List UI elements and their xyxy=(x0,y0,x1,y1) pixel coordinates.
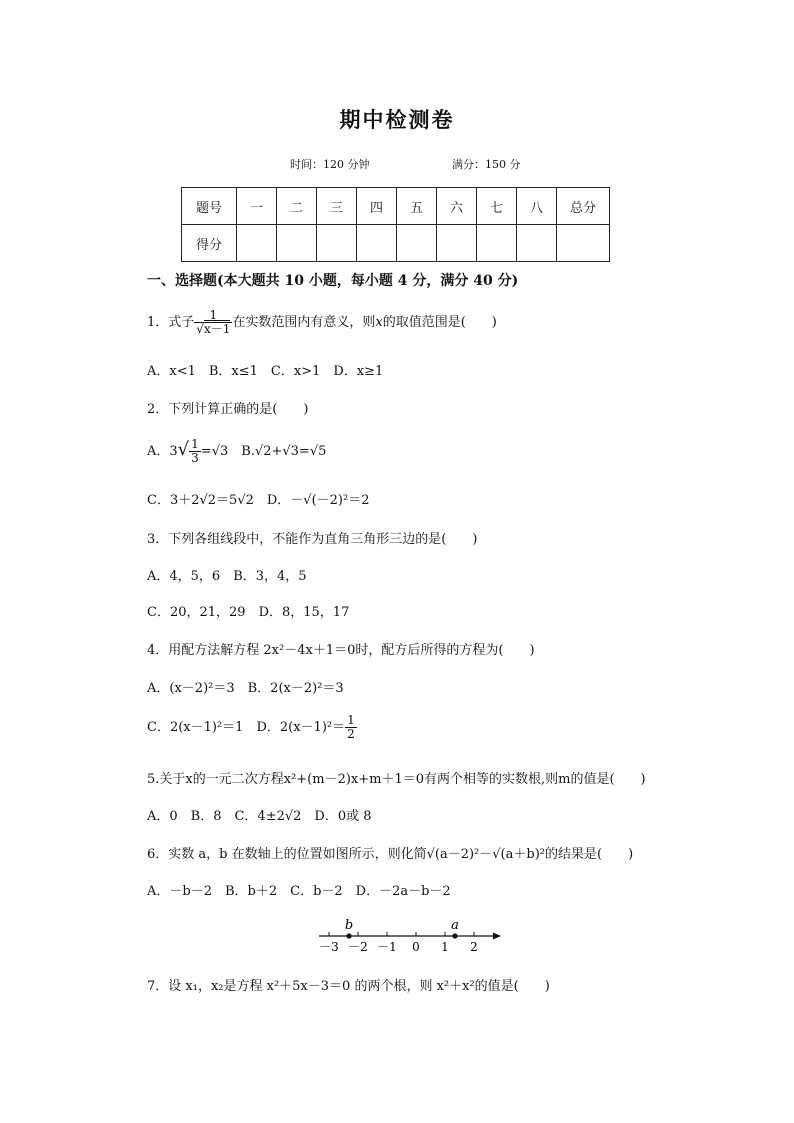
q2-stem: 2．下列计算正确的是( xyxy=(147,402,278,417)
q7-close: ) xyxy=(544,979,550,994)
q1-frac-den: x－1 xyxy=(203,322,231,337)
q2-close: ) xyxy=(303,402,309,417)
q4-stem: 4．用配方法解方程 2x²－4x＋1＝0时，配方后所得的方程为( xyxy=(147,643,504,658)
question-6 xyxy=(147,843,633,862)
q2-optA-pre: A．3 xyxy=(147,444,178,460)
q5-stem: 5.关于x的一元二次方程x²+(m－2)x+m＋1＝0有两个相等的实数根,则m的值是( xyxy=(147,772,615,787)
point-a-label: a xyxy=(451,918,459,933)
score-table-score-row xyxy=(182,225,610,262)
score-input-cell[interactable] xyxy=(237,225,277,262)
q3-options-1: A．4，5，6 B．3，4，5 xyxy=(147,569,307,584)
score-table xyxy=(181,187,610,262)
section-heading: 一、选择题(本大题共 10 小题，每小题 4 分，满分 40 分) xyxy=(147,273,519,289)
table-cell: 八 xyxy=(517,188,557,225)
question-7 xyxy=(147,975,550,994)
table-cell: 三 xyxy=(317,188,357,225)
full-score-info: 满分：150 分 xyxy=(452,158,521,171)
q6-close: ) xyxy=(628,847,634,862)
q4-options-2 xyxy=(147,714,357,741)
q1-fraction xyxy=(194,309,232,336)
q4-frac-num: 1 xyxy=(347,713,355,727)
question-3 xyxy=(147,528,477,547)
page-title: 期中检测卷 xyxy=(339,107,455,132)
q1-var: x xyxy=(375,315,383,331)
q6-stem: 6．实数 a，b 在数轴上的位置如图所示，则化简√(a－2)²－√(a＋b)²的结果是( xyxy=(147,847,603,862)
q2-optA-den: 3 xyxy=(191,451,199,466)
score-input-cell[interactable] xyxy=(357,225,397,262)
point-b-label: b xyxy=(344,918,354,933)
q1-options: A．x<1 B．x≤1 C．x>1 D．x≥1 xyxy=(147,364,384,379)
score-input-cell[interactable] xyxy=(437,225,477,262)
radical-icon: √ xyxy=(177,439,190,461)
q4-close: ) xyxy=(529,643,535,658)
q3-stem: 3．下列各组线段中，不能作为直角三角形三边的是( xyxy=(147,532,447,547)
q3-options-2: C．20，21，29 D．8，15，17 xyxy=(147,605,350,620)
point-a-dot xyxy=(452,933,457,938)
table-cell: 得分 xyxy=(182,225,237,262)
question-1 xyxy=(147,309,497,336)
score-input-cell[interactable] xyxy=(477,225,517,262)
q1-prefix: 1．式子 xyxy=(147,315,195,331)
q1-suffix-a: 在实数范围内有意义，则 xyxy=(232,315,376,331)
tick-label: －1 xyxy=(377,940,397,954)
tick-label: －2 xyxy=(348,940,368,954)
q4-options-1: A．(x－2)²＝3 B．2(x－2)²＝3 xyxy=(147,681,344,696)
score-input-cell[interactable] xyxy=(397,225,437,262)
q1-frac-den-wrap: √x－1 xyxy=(196,322,231,337)
table-cell: 题号 xyxy=(182,188,237,225)
question-4 xyxy=(147,639,535,658)
table-cell: 五 xyxy=(397,188,437,225)
table-cell: 四 xyxy=(357,188,397,225)
tick-label: 2 xyxy=(470,940,478,954)
q4-fraction xyxy=(345,714,357,741)
q2-optA-fraction xyxy=(189,438,201,465)
tick-label: －3 xyxy=(319,940,339,954)
q6-options: A．－b－2 B．b＋2 C．b－2 D．－2a－b－2 xyxy=(147,884,451,899)
axis-arrow-icon xyxy=(493,933,501,940)
tick-label: 0 xyxy=(412,940,420,954)
question-2 xyxy=(147,398,308,417)
q7-stem: 7．设 x₁，x₂是方程 x²＋5x－3＝0 的两个根，则 x²＋x²的值是( xyxy=(147,979,519,994)
q2-option-ab xyxy=(147,438,326,465)
table-cell: 总分 xyxy=(557,188,610,225)
score-input-cell[interactable] xyxy=(517,225,557,262)
score-input-cell[interactable] xyxy=(317,225,357,262)
number-line-figure xyxy=(315,915,515,957)
q1-suffix-b: 的取值范围是( xyxy=(382,315,466,331)
score-table-header-row xyxy=(182,188,610,225)
point-b-dot xyxy=(346,933,351,938)
q2-option-cd: C．3＋2√2＝5√2 D．－√(－2)²＝2 xyxy=(147,493,370,508)
tick-label: 1 xyxy=(441,940,449,954)
table-cell: 一 xyxy=(237,188,277,225)
q2-optA-rest: =√3 B.√2+√3=√5 xyxy=(200,444,327,460)
table-cell: 七 xyxy=(477,188,517,225)
table-cell: 六 xyxy=(437,188,477,225)
q5-options: A．0 B．8 C．4±2√2 D．0或 8 xyxy=(147,809,372,824)
q4-opt2-pre: C．2(x－1)²＝1 D．2(x－1)²＝ xyxy=(147,720,346,736)
score-input-cell[interactable] xyxy=(277,225,317,262)
q3-close: ) xyxy=(472,532,478,547)
q5-close: ) xyxy=(640,772,646,787)
score-input-cell[interactable] xyxy=(557,225,610,262)
q2-optA-num: 1 xyxy=(191,437,199,451)
question-5 xyxy=(147,768,646,787)
table-cell: 二 xyxy=(277,188,317,225)
q1-frac-num: 1 xyxy=(194,309,232,323)
time-info: 时间：120 分钟 xyxy=(290,158,370,171)
q4-frac-den: 2 xyxy=(347,727,355,742)
q1-close: ) xyxy=(491,315,497,331)
